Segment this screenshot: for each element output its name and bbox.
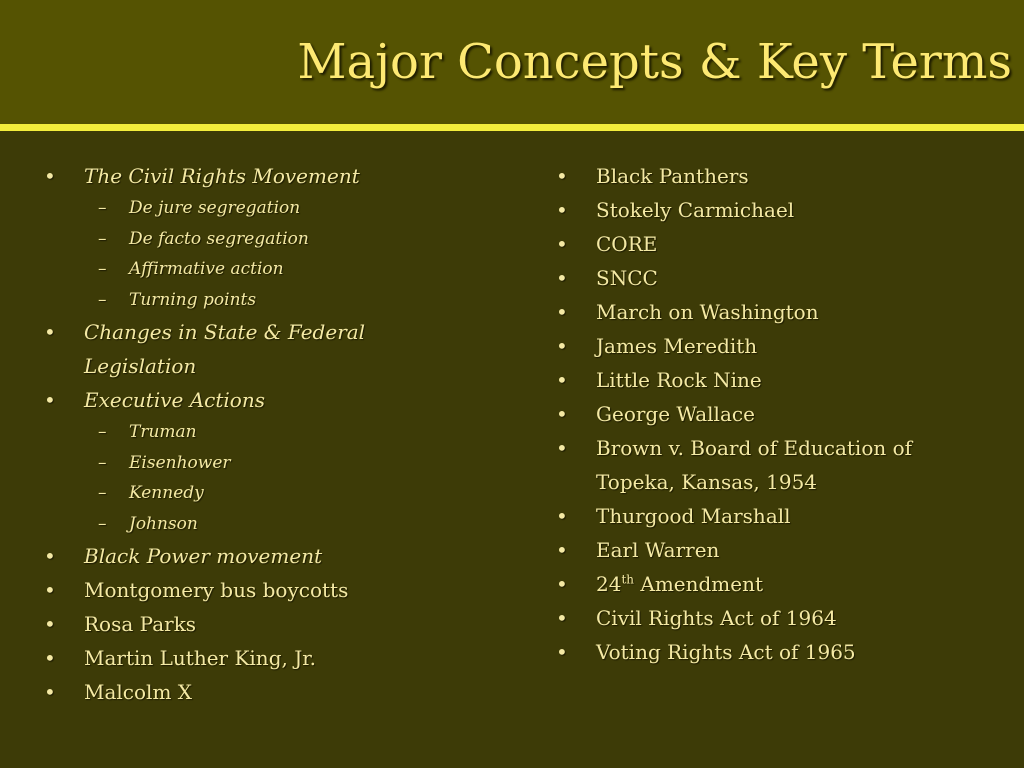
- list-item: [44, 383, 514, 539]
- item-label: Black Power movement: [84, 544, 323, 568]
- left-column: [44, 159, 514, 709]
- bullet-icon: •: [556, 198, 568, 222]
- slide-title: Major Concepts & Key Terms: [297, 34, 1012, 90]
- bullet-icon: •: [44, 164, 56, 188]
- item-label: Martin Luther King, Jr.: [84, 646, 316, 670]
- item-label-line2: Topeka, Kansas, 1954: [596, 470, 818, 494]
- item-label: The Civil Rights Movement: [84, 164, 360, 188]
- list-item: [556, 329, 996, 363]
- amendment-number: 24: [596, 572, 622, 596]
- item-label: CORE: [596, 232, 658, 256]
- item-label: Little Rock Nine: [596, 368, 762, 392]
- list-item: [44, 315, 514, 383]
- list-item: [556, 397, 996, 431]
- list-item: [556, 193, 996, 227]
- sub-list: [84, 193, 514, 315]
- dash-icon: –: [98, 513, 107, 534]
- item-label: Stokely Carmichael: [596, 198, 795, 222]
- sub-item: [84, 224, 514, 255]
- item-label: Voting Rights Act of 1965: [596, 640, 856, 664]
- bullet-icon: •: [556, 606, 568, 630]
- sub-item: [84, 448, 514, 479]
- list-item: [44, 573, 514, 607]
- item-label: Black Panthers: [596, 164, 749, 188]
- list-item: [556, 635, 996, 669]
- bullet-icon: •: [556, 504, 568, 528]
- item-label: Executive Actions: [84, 388, 265, 412]
- list-item: [556, 431, 996, 499]
- bullet-icon: •: [44, 680, 56, 704]
- sub-item: [84, 193, 514, 224]
- item-label: Earl Warren: [596, 538, 720, 562]
- item-label: Malcolm X: [84, 680, 192, 704]
- list-item: [44, 675, 514, 709]
- bullet-icon: •: [556, 436, 568, 460]
- bullet-icon: •: [44, 544, 56, 568]
- bullet-icon: •: [556, 572, 568, 596]
- bullet-icon: •: [556, 266, 568, 290]
- item-label: March on Washington: [596, 300, 819, 324]
- title-divider: [0, 124, 1024, 131]
- bullet-icon: •: [44, 612, 56, 636]
- item-label: Montgomery bus boycotts: [84, 578, 349, 602]
- sub-item-label: De facto segregation: [129, 228, 309, 249]
- sub-item-label: Turning points: [129, 289, 257, 310]
- bullet-icon: •: [556, 402, 568, 426]
- list-item: [556, 499, 996, 533]
- bullet-icon: •: [556, 368, 568, 392]
- bullet-icon: •: [44, 388, 56, 412]
- dash-icon: –: [98, 198, 107, 218]
- sub-item: [84, 478, 514, 509]
- list-item: [556, 601, 996, 635]
- dash-icon: –: [98, 422, 107, 442]
- item-label: SNCC: [596, 266, 658, 290]
- bullet-icon: •: [556, 334, 568, 358]
- dash-icon: –: [98, 259, 107, 279]
- item-label: Rosa Parks: [84, 612, 197, 636]
- bullet-icon: •: [556, 640, 568, 664]
- list-item: [44, 607, 514, 641]
- item-label: Thurgood Marshall: [596, 504, 791, 528]
- item-label: James Meredith: [596, 334, 758, 358]
- list-item: [556, 363, 996, 397]
- sub-item: [84, 285, 514, 316]
- sub-item-label: De jure segregation: [129, 198, 301, 218]
- list-item: [556, 159, 996, 193]
- item-label-line1: Changes in State & Federal: [84, 320, 366, 344]
- sub-list: [84, 417, 514, 539]
- bullet-icon: •: [556, 232, 568, 256]
- sub-item-label: Kennedy: [129, 483, 204, 503]
- sub-item-label: Johnson: [129, 513, 198, 534]
- amendment-text: Amendment: [634, 572, 764, 596]
- sub-item-label: Truman: [129, 422, 197, 442]
- list-item: [556, 533, 996, 567]
- dash-icon: –: [98, 452, 107, 473]
- dash-icon: –: [98, 289, 107, 310]
- bullet-icon: •: [44, 578, 56, 602]
- bullet-icon: •: [556, 538, 568, 562]
- bullet-icon: •: [44, 320, 56, 344]
- bullet-icon: •: [44, 646, 56, 670]
- list-item: [556, 261, 996, 295]
- item-label: Civil Rights Act of 1964: [596, 606, 837, 630]
- item-label-line2: Legislation: [84, 354, 197, 378]
- list-item: [44, 539, 514, 573]
- item-label-line1: Brown v. Board of Education of: [596, 436, 913, 460]
- sub-item: [84, 509, 514, 540]
- list-item: [44, 641, 514, 675]
- right-column: [556, 159, 996, 669]
- sub-item: [84, 254, 514, 285]
- list-item: [44, 159, 514, 315]
- list-item: [556, 295, 996, 329]
- dash-icon: –: [98, 483, 107, 503]
- sub-item-label: Affirmative action: [129, 259, 284, 279]
- ordinal-suffix: th: [621, 572, 635, 587]
- title-band: [0, 0, 1024, 124]
- sub-item-label: Eisenhower: [129, 452, 231, 473]
- item-label: George Wallace: [596, 402, 755, 426]
- dash-icon: –: [98, 228, 107, 249]
- list-item: [556, 567, 996, 601]
- sub-item: [84, 417, 514, 448]
- bullet-icon: •: [556, 300, 568, 324]
- bullet-icon: •: [556, 164, 568, 188]
- list-item: [556, 227, 996, 261]
